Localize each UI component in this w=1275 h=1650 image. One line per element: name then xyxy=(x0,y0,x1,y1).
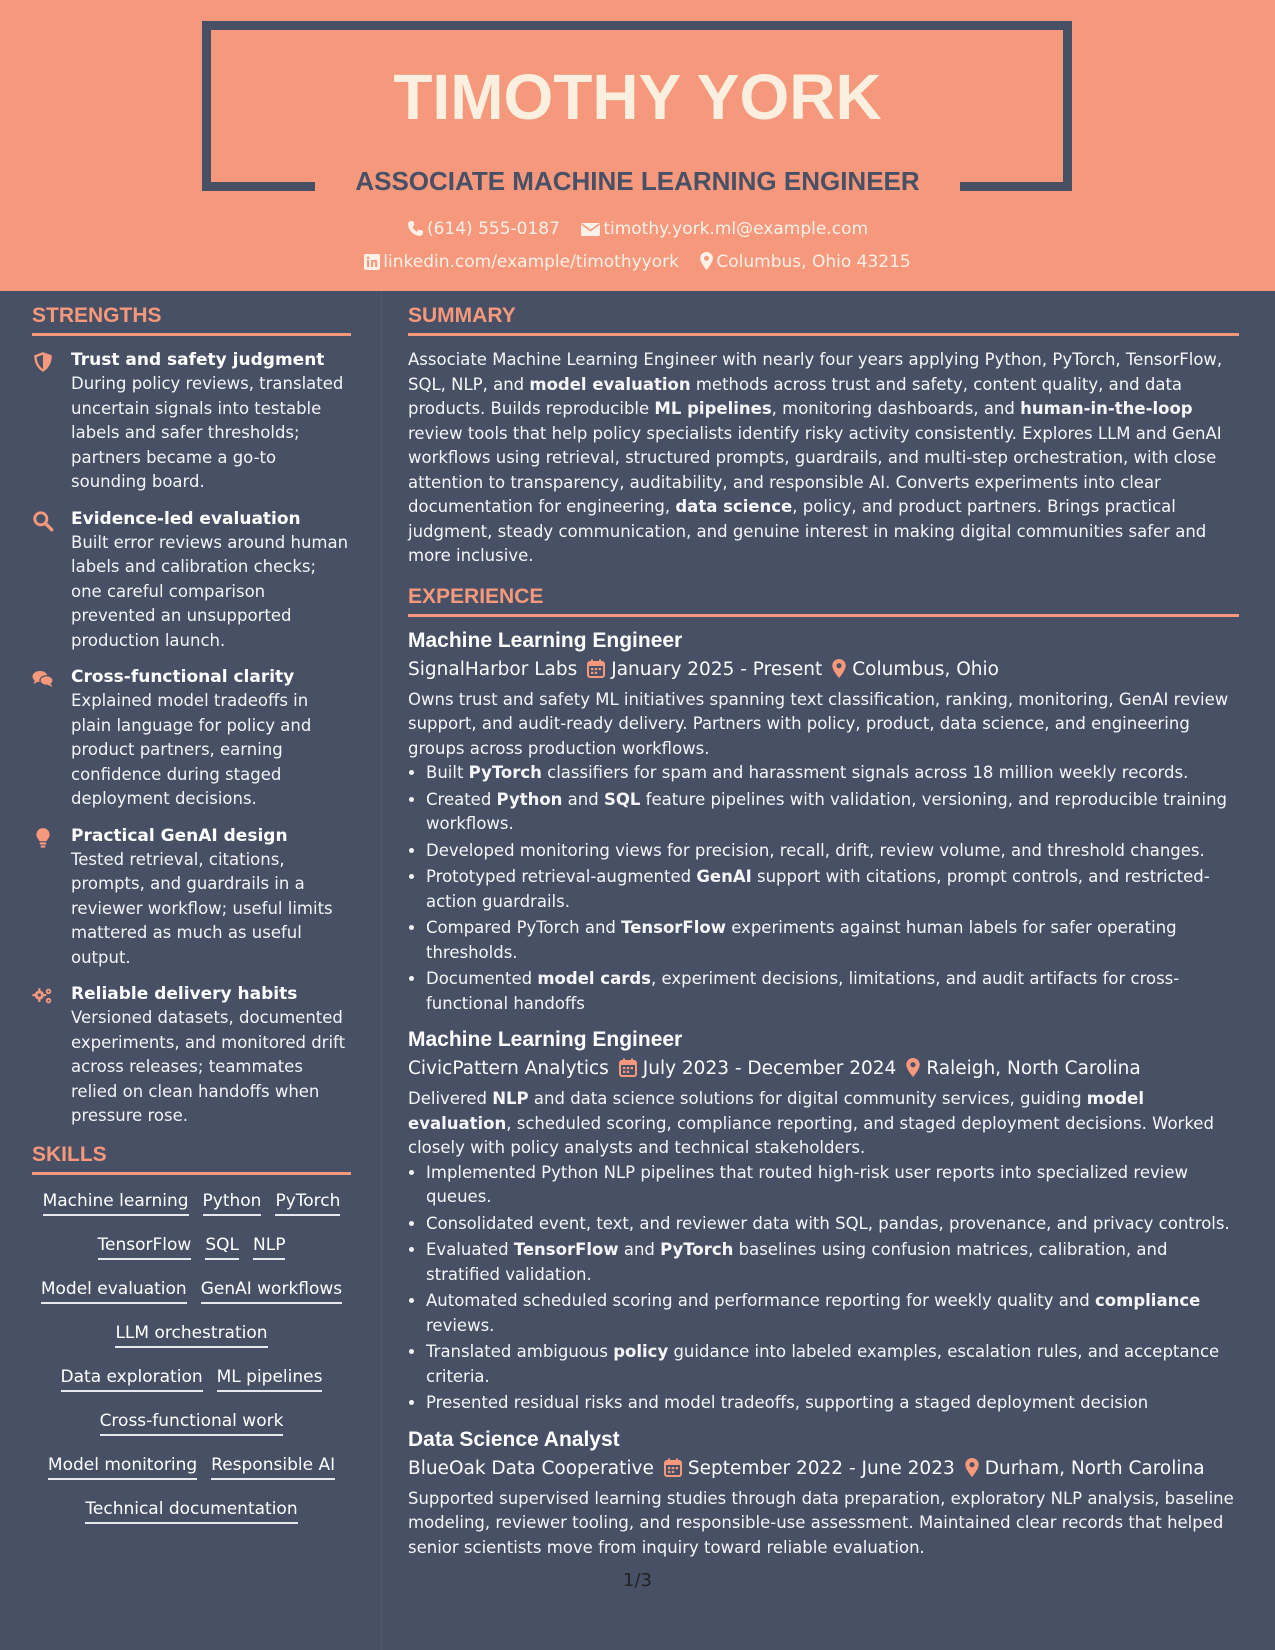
location-text: Columbus, Ohio 43215 xyxy=(716,252,911,272)
strengths-heading: STRENGTHS xyxy=(32,304,351,336)
experience-list xyxy=(408,629,1239,1561)
linkedin-icon xyxy=(364,254,380,270)
strength-item xyxy=(32,824,351,971)
bullet-item xyxy=(426,1391,1239,1416)
job-bullets xyxy=(408,1161,1239,1416)
calendar-icon xyxy=(619,1058,637,1077)
candidate-name: TIMOTHY YORK xyxy=(393,61,882,133)
strength-item xyxy=(32,982,351,1129)
job-bullets xyxy=(408,761,1239,1016)
bullet-text: Translated ambiguous xyxy=(426,1342,614,1361)
bullet-text: reviews. xyxy=(426,1315,495,1335)
bullet-highlight: TensorFlow xyxy=(621,918,726,937)
bullet-text: Developed monitoring views for precision, recall, drift, review volume, and threshold changes. xyxy=(426,840,1205,860)
skill-row xyxy=(32,1409,351,1436)
job-dates xyxy=(619,1058,897,1079)
skill-tag: Data exploration xyxy=(61,1365,203,1392)
skill-tag: SQL xyxy=(205,1233,239,1260)
calendar-icon xyxy=(587,659,605,678)
strength-title: Reliable delivery habits xyxy=(71,984,298,1004)
bullet-text: Compared PyTorch and xyxy=(426,918,622,937)
frame-top xyxy=(202,21,1072,30)
strength-title: Practical GenAI design xyxy=(71,825,288,846)
skills-heading: SKILLS xyxy=(32,1143,351,1175)
linkedin-link[interactable]: linkedin.com/example/timothyyork xyxy=(383,252,679,272)
bullet-item xyxy=(426,1161,1239,1210)
description-highlight: model evaluation xyxy=(408,1089,1144,1133)
skill-tag: PyTorch xyxy=(275,1189,340,1216)
contact-row-1 xyxy=(0,219,1275,239)
bullet-item xyxy=(426,1238,1239,1287)
location-text: Durham, North Carolina xyxy=(984,1457,1205,1479)
summary-highlight: model evaluation xyxy=(529,374,691,394)
location-item xyxy=(700,252,910,272)
bullet-item xyxy=(426,761,1239,786)
header-banner xyxy=(0,0,1275,291)
summary-part: Associate Machine Learning Engineer with nearly four years applying Python, PyTorch, TensorFlow, SQL, NLP, and xyxy=(408,350,1223,394)
bullet-text: feature pipelines with validation, versioning, and reproducible training workflows. xyxy=(426,789,1227,833)
location-text: Raleigh, North Carolina xyxy=(926,1058,1141,1079)
column-divider xyxy=(381,291,382,1650)
skill-tag: Cross-functional work xyxy=(100,1409,284,1436)
summary-part: , policy, and product partners. Brings practical judgment, steady communication, and genuine interest in making digital communities safer and more inclusive. xyxy=(408,497,1207,565)
skill-tag: TensorFlow xyxy=(98,1233,192,1260)
map-pin-icon xyxy=(832,659,846,678)
bullet-text: Presented residual risks and model tradeoffs, supporting a staged deployment decision xyxy=(426,1393,1149,1412)
strength-title: Trust and safety judgment xyxy=(71,350,325,370)
skill-tag: GenAI workflows xyxy=(201,1277,342,1304)
skill-row xyxy=(32,1321,351,1348)
skill-row xyxy=(32,1497,351,1524)
strength-text: Tested retrieval, citations, prompts, and guardrails in a reviewer workflow; useful limits mattered as much as useful output. xyxy=(71,849,333,967)
phone-icon xyxy=(407,220,424,237)
bullet-highlight: PyTorch xyxy=(468,763,542,782)
skill-row xyxy=(32,1233,351,1260)
skill-row xyxy=(32,1365,351,1392)
map-pin-icon xyxy=(906,1058,920,1077)
skill-tag: NLP xyxy=(253,1233,285,1260)
job-location xyxy=(832,659,999,680)
location-text: Columbus, Ohio xyxy=(852,658,999,680)
skills-list xyxy=(32,1187,351,1524)
job-description xyxy=(408,1487,1239,1561)
job-meta xyxy=(408,1458,1239,1479)
map-pin-icon xyxy=(965,1458,979,1477)
strength-title: Cross-functional clarity xyxy=(71,667,295,687)
candidate-role: ASSOCIATE MACHINE LEARNING ENGINEER xyxy=(355,166,920,196)
bullet-text: experiments against human labels for safer operating thresholds. xyxy=(426,918,1177,962)
skill-row xyxy=(32,1453,351,1480)
summary-heading: SUMMARY xyxy=(408,304,1239,336)
bullet-text: and xyxy=(562,789,604,809)
bullet-highlight: TensorFlow xyxy=(513,1240,619,1259)
bullet-item xyxy=(426,1340,1239,1389)
bullet-item xyxy=(426,865,1239,914)
bullet-text: Automated scheduled scoring and performance reporting for weekly quality and xyxy=(426,1291,1096,1310)
experience-heading: EXPERIENCE xyxy=(408,585,1239,617)
map-pin-icon xyxy=(700,252,713,270)
bullet-highlight: GenAI xyxy=(696,867,752,886)
skill-tag: Responsible AI xyxy=(211,1453,335,1480)
description-text: Owns trust and safety ML initiatives spanning text classification, ranking, monitoring, GenAI review support, and audit-ready delivery. Partners with policy, product, data science, and engineering groups across production workflows. xyxy=(408,689,1229,758)
job-meta xyxy=(408,659,1239,680)
strength-text: During policy reviews, translated uncertain signals into testable labels and safer thresholds; partners became a go-to sounding board. xyxy=(71,374,344,491)
bullet-text: classifiers for spam and harassment signals across 18 million weekly records. xyxy=(541,763,1189,782)
company-name: SignalHarbor Labs xyxy=(408,658,578,680)
dates-text: September 2022 - June 2023 xyxy=(687,1457,955,1479)
contact-row-2 xyxy=(0,252,1275,272)
skill-tag: Machine learning xyxy=(43,1189,189,1216)
skill-tag: ML pipelines xyxy=(217,1365,323,1392)
company-name: CivicPattern Analytics xyxy=(408,1058,609,1079)
email-link[interactable]: timothy.york.ml@example.com xyxy=(603,219,869,239)
bullet-item xyxy=(426,967,1239,1016)
summary-part: , monitoring dashboards, and xyxy=(771,399,1021,418)
bullet-item xyxy=(426,788,1239,837)
bullet-text: Prototyped retrieval-augmented xyxy=(426,867,697,886)
right-column xyxy=(408,304,1239,1572)
summary-text xyxy=(408,348,1239,569)
job-dates xyxy=(664,1458,955,1479)
skill-tag: Model monitoring xyxy=(48,1453,197,1480)
bullet-text: Built xyxy=(426,763,469,782)
bullet-text: and xyxy=(618,1240,661,1259)
bullet-item xyxy=(426,1289,1239,1338)
job-description xyxy=(408,688,1239,762)
job-entry xyxy=(408,1428,1239,1561)
job-location xyxy=(906,1058,1140,1079)
skill-tag: LLM orchestration xyxy=(115,1321,267,1348)
skill-row xyxy=(32,1189,351,1216)
description-text: and data science solutions for digital community services, guiding xyxy=(528,1089,1087,1108)
bullet-text: Implemented Python NLP pipelines that routed high-risk user reports into specialized review queues. xyxy=(426,1162,1188,1206)
description-text: Delivered xyxy=(408,1089,493,1108)
envelope-icon xyxy=(581,222,600,237)
bullet-highlight: compliance xyxy=(1095,1291,1201,1310)
page-number: 1/3 xyxy=(623,1570,652,1591)
search-icon xyxy=(32,510,54,532)
job-title: Machine Learning Engineer xyxy=(408,1028,683,1051)
left-column xyxy=(32,304,351,1541)
bullet-highlight: PyTorch xyxy=(660,1240,734,1259)
bullet-item xyxy=(426,839,1239,864)
strength-title: Evidence-led evaluation xyxy=(71,508,301,529)
phone-item xyxy=(407,219,560,239)
description-text: , scheduled scoring, compliance reporting, and staged deployment decisions. Worked closely with policy analysts and technical stakeholders. xyxy=(408,1113,1214,1157)
bullet-item xyxy=(426,916,1239,965)
dates-text: July 2023 - December 2024 xyxy=(642,1058,897,1079)
description-text: Supported supervised learning studies through data preparation, exploratory NLP analysis, baseline modeling, reviewer tooling, and responsible-use assessment. Maintained clear records that helped senior scientists move from inquiry toward reliable evaluation. xyxy=(408,1488,1234,1557)
summary-part: methods across trust and safety, content quality, and data products. Builds reproducible xyxy=(408,374,1183,418)
bullet-text: support with citations, prompt controls, and restricted-action guardrails. xyxy=(426,867,1210,911)
comments-icon xyxy=(32,668,54,690)
bullet-text: baselines using confusion matrices, calibration, and stratified validation. xyxy=(426,1240,1168,1284)
bullet-text: , experiment decisions, limitations, and audit artifacts for cross-functional handoffs xyxy=(426,969,1180,1013)
job-title: Data Science Analyst xyxy=(408,1427,620,1451)
shield-icon xyxy=(32,351,54,373)
description-highlight: NLP xyxy=(492,1089,529,1108)
skill-tag: Technical documentation xyxy=(85,1497,297,1524)
job-dates xyxy=(587,659,822,680)
bullet-highlight: Python xyxy=(496,789,563,809)
bullet-highlight: SQL xyxy=(603,789,641,809)
strength-item xyxy=(32,665,351,812)
summary-highlight: human-in-the-loop xyxy=(1020,399,1193,418)
skill-row xyxy=(32,1277,351,1304)
dates-text: January 2025 - Present xyxy=(611,658,823,680)
strength-item xyxy=(32,507,351,654)
job-entry xyxy=(408,629,1239,1017)
skill-tag: Python xyxy=(203,1189,262,1216)
job-location xyxy=(965,1458,1205,1479)
strength-text: Built error reviews around human labels and calibration checks; one careful comparison prevented an unsupported production launch. xyxy=(71,532,349,650)
bullet-text: guidance into labeled examples, escalation rules, and acceptance criteria. xyxy=(426,1342,1220,1386)
gears-icon xyxy=(32,985,54,1007)
summary-highlight: ML pipelines xyxy=(654,399,772,418)
bullet-highlight: policy xyxy=(613,1342,669,1361)
company-name: BlueOak Data Cooperative xyxy=(408,1457,654,1479)
bullet-text: Documented xyxy=(426,969,538,988)
summary-highlight: data science xyxy=(675,497,793,516)
linkedin-item xyxy=(364,252,679,272)
bullet-highlight: model cards xyxy=(537,969,651,988)
phone-text[interactable]: (614) 555-0187 xyxy=(426,219,560,239)
skill-tag: Model evaluation xyxy=(41,1277,187,1304)
bullet-text: Consolidated event, text, and reviewer data with SQL, pandas, provenance, and privacy controls. xyxy=(426,1213,1230,1233)
job-title: Machine Learning Engineer xyxy=(408,628,683,652)
email-item xyxy=(581,219,868,239)
job-description xyxy=(408,1087,1239,1161)
strength-item xyxy=(32,348,351,495)
job-meta xyxy=(408,1058,1239,1079)
bullet-text: Evaluated xyxy=(426,1240,514,1259)
summary-part: review tools that help policy specialists identify risky activity consistently. Explores LLM and GenAI workflows using retrieval, structured prompts, guardrails, and multi-step orchestration, with close attention to transparency, auditability, and responsible AI. Converts experiments into clear documentation for engineering, xyxy=(408,423,1222,516)
bullet-item xyxy=(426,1212,1239,1237)
strength-text: Explained model tradeoffs in plain language for policy and product partners, earning confidence during staged deployment decisions. xyxy=(71,691,312,808)
strength-text: Versioned datasets, documented experiments, and monitored drift across releases; teammates relied on clean handoffs when pressure rose. xyxy=(71,1008,346,1125)
lightbulb-icon xyxy=(32,827,54,849)
calendar-icon xyxy=(664,1458,682,1477)
job-entry xyxy=(408,1028,1239,1416)
bullet-text: Created xyxy=(426,789,497,809)
